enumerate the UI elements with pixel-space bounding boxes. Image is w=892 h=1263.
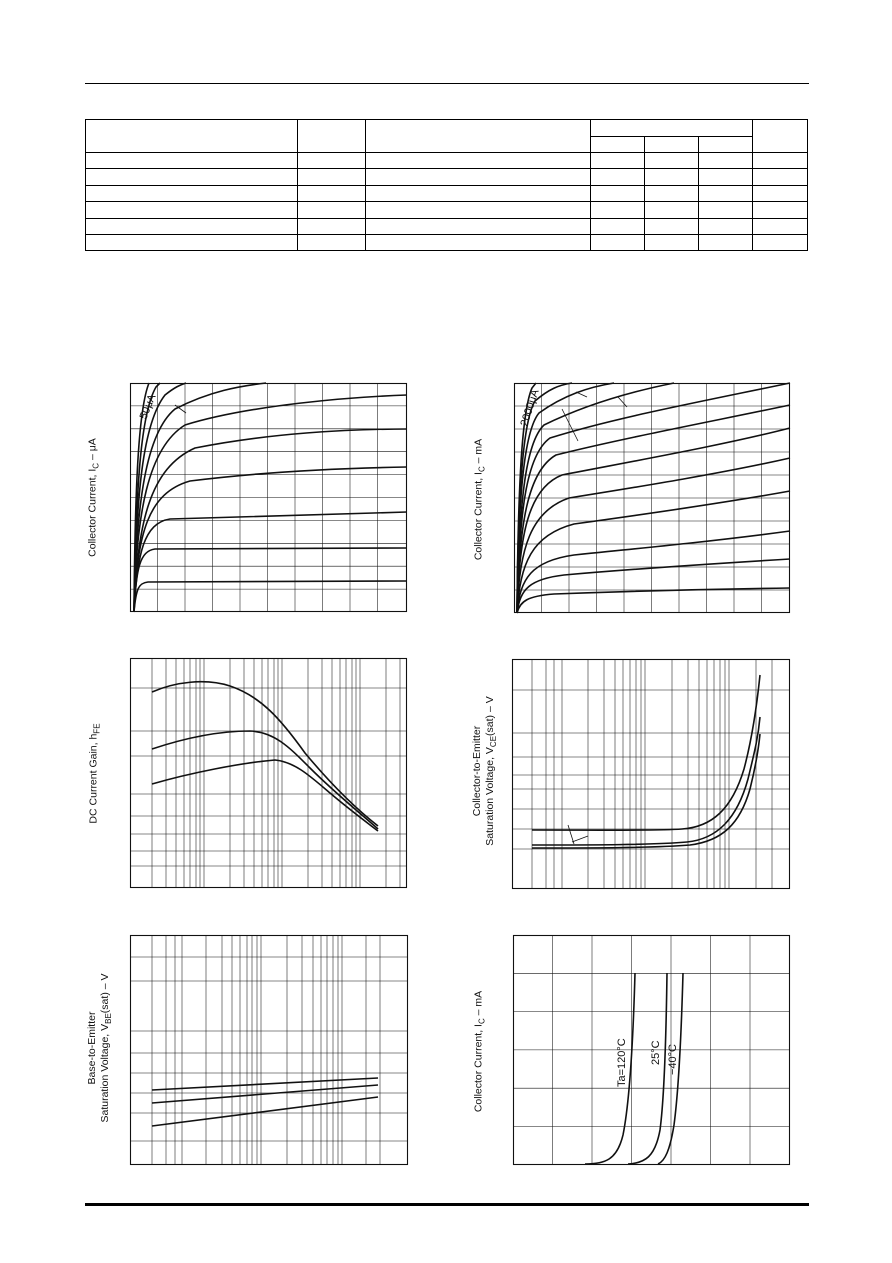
- hfe-plot: [130, 658, 408, 889]
- ic-vbe-ylabel: Collector Current, $I_C$ – mA: [472, 990, 487, 1113]
- spec-table: [85, 119, 808, 251]
- ic-vce-small-grid: [130, 383, 407, 612]
- header-cell: [591, 137, 645, 153]
- header-cell: [699, 137, 753, 153]
- ic-vce-large-ylabel: Collector Current, $I_C$ – mA: [472, 438, 487, 561]
- ic-vce-small-annotation: 50μA: [137, 392, 159, 422]
- curve-ib-3: [134, 512, 407, 612]
- vce-sat-curve-2: [532, 717, 760, 845]
- curve-ib-1: [134, 581, 407, 612]
- vbe-sat-ylabel: Base-to-Emitter Saturation Voltage, $V_{BE}(sat)$ – V: [86, 973, 114, 1123]
- header-cell: [645, 137, 699, 153]
- hfe-grid: [130, 658, 407, 888]
- annotation-arrow: [618, 397, 627, 407]
- curve-ib-6: [134, 395, 407, 612]
- curve-ib-6: [517, 428, 790, 613]
- ic-vbe-plot: [513, 935, 791, 1166]
- vbe-sat-curves: [152, 1078, 378, 1126]
- ic-vce-large-annotation: 2000μA: [518, 387, 542, 428]
- vce-sat-plot: [512, 659, 791, 890]
- ic-vce-large-plot: [514, 383, 791, 614]
- vbe-sat-curve-3: [152, 1097, 378, 1126]
- ic-vbe-label-25: 25°C: [650, 1040, 662, 1065]
- vce-sat-curve-3: [532, 734, 760, 848]
- header-cell: [366, 120, 591, 153]
- hfe-curves: [152, 682, 378, 831]
- header-cell: [753, 120, 808, 153]
- vce-sat-curve-1: [532, 675, 760, 830]
- vbe-sat-grid: [130, 935, 408, 1165]
- hfe-curve-ta-mid: [152, 731, 378, 829]
- top-rule: [85, 83, 809, 84]
- ic-vbe-label-m40: −40°C: [667, 1043, 679, 1075]
- curve-ib-3: [517, 531, 790, 613]
- table-row: [86, 219, 808, 235]
- curve-ib-4: [517, 491, 790, 613]
- annotation-arrow: [572, 836, 588, 842]
- vce-sat-grid: [512, 659, 790, 889]
- table-row: [86, 169, 808, 186]
- annotation-arrow: [568, 825, 574, 844]
- ic-vce-small-plot: [130, 383, 408, 613]
- vce-sat-ylabel: Collector-to-Emitter Saturation Voltage, $V_{CE}(sat)$ – V: [471, 696, 499, 846]
- table-row: [86, 202, 808, 219]
- table-header-row: [86, 120, 808, 137]
- curve-ib-4: [134, 467, 407, 612]
- vbe-sat-plot: [130, 935, 409, 1166]
- header-cell: [298, 120, 366, 153]
- hfe-frame: [131, 659, 407, 888]
- header-cell: [591, 120, 753, 137]
- vce-sat-curves: [532, 675, 760, 848]
- curve-ib-2: [134, 548, 407, 612]
- table-row: [86, 186, 808, 202]
- annotation-arrow: [576, 392, 587, 397]
- hfe-ylabel: DC Current Gain, $h_{FE}$: [87, 723, 102, 824]
- header-cell: [86, 120, 298, 153]
- table-row: [86, 153, 808, 169]
- ic-vbe-label-ta120: Ta=120°C: [616, 1038, 628, 1087]
- curve-ib-1: [517, 588, 790, 613]
- bottom-rule: [85, 1203, 809, 1206]
- ic-vce-small-ylabel: Collector Current, $I_C$ – μA: [86, 438, 101, 557]
- table-row: [86, 235, 808, 251]
